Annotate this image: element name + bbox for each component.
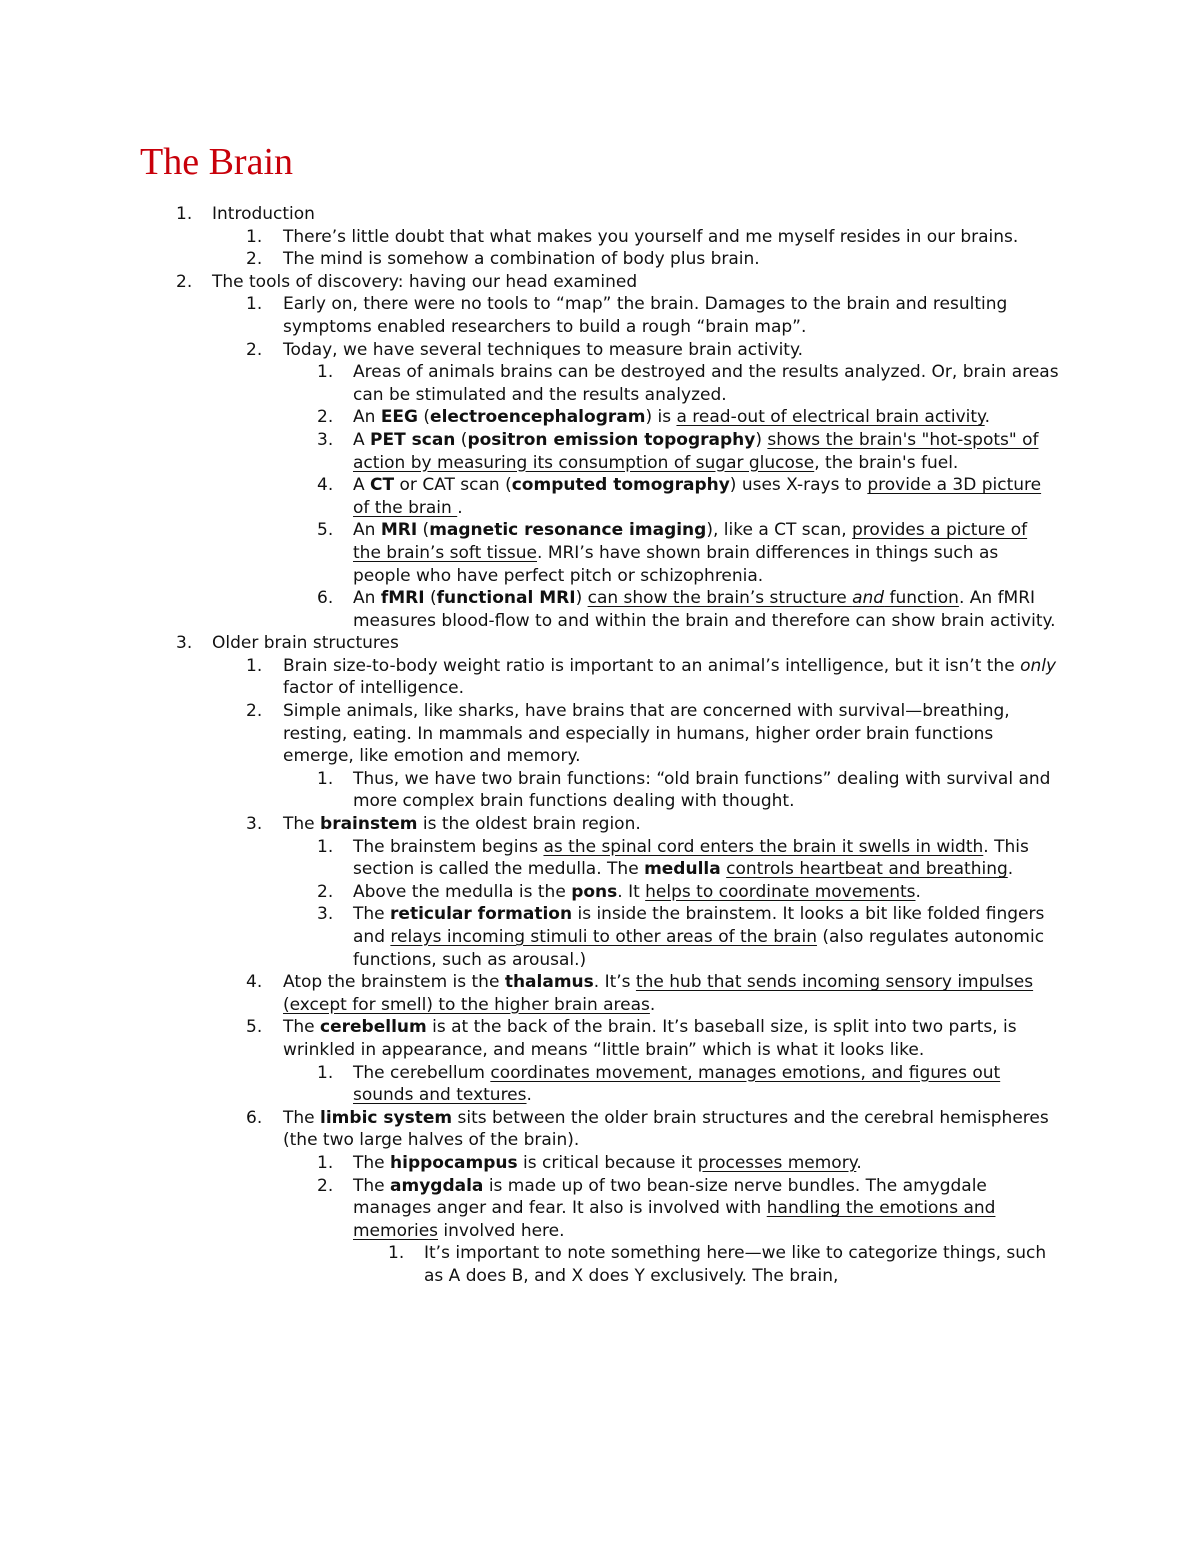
item-text [283,813,1060,836]
bold-term: amygdala [390,1175,484,1196]
outline-item-level-2 [0,655,1060,700]
text-run: Today, we have several techniques to measure brain activity. [283,339,804,360]
outline-item-level-2 [0,248,1060,271]
list-number: 1. [388,1243,405,1264]
underlined-text: can show the brain’s structure [587,588,853,609]
text-run: The [283,1107,321,1128]
text-run: ) uses X-rays to [729,475,868,496]
bold-term: pons [571,881,618,902]
list-number: 1. [246,655,263,676]
outline-item-level-3 [0,1152,1060,1175]
item-text [283,700,1060,768]
text-run: . [915,881,921,902]
outline-item-level-1 [0,632,1060,655]
list-number: 6. [246,1107,263,1128]
text-run: The brainstem begins [353,836,544,857]
bold-term: reticular formation [390,904,573,925]
italic-text: only [1020,655,1057,676]
item-text [353,1175,1060,1243]
text-run: Older brain structures [212,633,399,654]
bold-term: EEG [380,407,418,428]
list-number: 1. [317,362,334,383]
item-text [283,248,1060,271]
text-run: ) [755,429,768,450]
text-run: An [353,520,381,541]
outline-item-level-2 [0,226,1060,249]
text-run: Early on, there were no tools to “map” the brain. Damages to the brain and resulting symptoms enabled researchers to build a rough “brain map”. [283,294,1008,337]
item-text [283,226,1060,249]
text-run: is made up of two bean-size nerve bundles. The amygdale manages anger and fear. It also is involved with [353,1175,987,1219]
text-run: An [353,588,381,609]
underlined-text: a read-out of electrical brain activity [676,407,985,428]
list-number: 1. [246,294,263,315]
text-run: ( [417,520,430,541]
outline-item-level-2 [0,971,1060,1016]
bold-term: thalamus [504,972,594,993]
underlined-text: controls heartbeat and breathing [726,859,1008,880]
list-number: 1. [176,204,193,224]
bold-term: CT [370,475,395,496]
item-text [353,836,1060,881]
text-run: Simple animals, like sharks, have brains that are concerned with survival—breathing, resting, eating. In mammals and especially in humans, higher order brain functions emerge, like emotion and memory. [283,701,1010,767]
text-run: is critical because it [517,1152,698,1173]
text-run: . This section is called the medulla. The [353,836,1029,880]
item-text [353,519,1060,587]
text-run: . [526,1085,532,1106]
outline-item-level-3 [0,474,1060,519]
bold-term: MRI [380,520,418,541]
list-number: 5. [246,1017,263,1038]
outline-item-level-2 [0,1016,1060,1061]
list-number: 3. [317,429,334,450]
text-run: Above the medulla is the [353,881,572,902]
outline-item-level-3 [0,836,1060,881]
item-text [353,406,1060,429]
list-number: 1. [317,836,334,857]
item-text [353,881,1060,904]
list-number: 2. [317,881,334,902]
item-text [212,632,1060,655]
text-run: is the oldest brain region. [417,814,641,835]
outline-item-level-1 [0,271,1060,294]
item-text [212,203,1060,226]
text-run: The [283,1017,321,1038]
text-run: An [353,407,381,428]
text-run: or CAT scan ( [394,475,512,496]
text-run: (also regulates autonomic functions, such as arousal.) [353,927,1045,970]
underlined-text: as the spinal cord enters the brain it swells in width [543,836,984,857]
underlined-text: the hub that sends incoming sensory impulses (except for smell) to the higher brain areas [283,972,1034,1015]
underlined-text: shows the brain's "hot-spots" of action by measuring its consumption of sugar glucose [353,429,1039,473]
text-run: sits between the older brain structures and the cerebral hemispheres (the two large halves of the brain). [283,1107,1049,1151]
bold-term: electroencephalogram [430,407,646,428]
text-run: ) is [645,407,677,428]
underlined-text: provides a picture of the brain’s soft tissue [353,520,1028,563]
list-number: 1. [317,1152,334,1173]
item-text [353,474,1060,519]
underlined-text: function [884,588,959,609]
bold-term: medulla [644,859,721,880]
bold-term: limbic system [320,1107,453,1128]
underlined-text: relays incoming stimuli to other areas of the brain [390,927,817,947]
list-number: 2. [317,1175,334,1196]
list-number: 2. [176,271,193,292]
text-run: A [353,475,371,496]
text-run: Introduction [212,204,315,224]
list-number: 1. [317,1062,334,1083]
outline-list [0,203,1200,1288]
outline-item-level-2 [0,813,1060,836]
list-number: 4. [246,972,263,993]
list-number: 2. [317,407,334,428]
text-run: . MRI’s have shown brain differences in things such as people who have perfect pitch or schizophrenia. [353,542,999,586]
text-run: . An fMRI measures blood-flow to and within the brain and therefore can show brain activity. [353,588,1056,631]
text-run: . [649,994,656,1015]
outline-item-level-2 [0,293,1060,338]
text-run: The [353,1152,391,1173]
item-text [424,1242,1060,1287]
bold-term: computed tomography [511,475,730,496]
outline-item-level-3 [0,361,1060,406]
outline-item-level-3 [0,587,1060,632]
text-run: involved here. [438,1220,565,1241]
item-text [283,655,1060,700]
item-text [353,768,1060,813]
item-text [212,271,1060,294]
text-run: ), like a CT scan, [706,520,853,541]
text-run: ( [455,429,468,450]
text-run: Brain size-to-body weight ratio is important to an animal’s intelligence, but it isn’t the [283,655,1021,676]
list-number: 2. [246,701,263,722]
text-run: A [353,429,371,450]
text-run: The [283,814,321,835]
text-run: . [1007,859,1014,880]
text-run: . [984,407,991,428]
text-run: The cerebellum [353,1062,491,1083]
list-number: 3. [317,904,334,925]
outline-item-level-3 [0,881,1060,904]
text-run: Thus, we have two brain functions: “old brain functions” dealing with survival and more complex brain functions dealing with thought. [353,768,1051,812]
underlined-text: helps to coordinate movements [645,881,916,902]
underlined-text: coordinates movement, manages emotions, and figures out sounds and textures [353,1062,1001,1106]
list-number: 6. [317,588,334,609]
text-run: The tools of discovery: having our head examined [212,271,638,292]
outline-item-level-3 [0,903,1060,971]
list-number: 3. [246,814,263,835]
outline-item-level-2 [0,339,1060,362]
underlined-text: handling the emotions and memories [353,1198,996,1241]
bold-term: brainstem [320,814,418,835]
outline-item-level-1 [0,203,1060,226]
list-number: 4. [317,475,334,496]
item-text [283,971,1060,1016]
list-number: 3. [176,633,193,654]
text-run: . [856,1152,862,1173]
text-run: The mind is somehow a combination of body plus brain. [283,249,760,270]
item-text [283,1016,1060,1061]
text-run: ( [418,407,431,428]
underlined-text: provide a 3D picture of the brain [353,475,1042,518]
outline-item-level-3 [0,519,1060,587]
bold-term: cerebellum [320,1017,427,1038]
outline-item-level-3 [0,406,1060,429]
text-run: . It’s [593,972,636,993]
list-number: 2. [246,339,263,360]
list-number: 5. [317,520,334,541]
item-text [283,1107,1060,1152]
text-run: Areas of animals brains can be destroyed and the results analyzed. Or, brain areas can be stimulated and the results analyzed. [353,362,1059,405]
bold-term: positron emission topography [467,429,756,450]
text-run: . It [617,881,646,902]
item-text [353,1152,1060,1175]
underlined-text: and [852,588,885,609]
bold-term: hippocampus [390,1152,518,1173]
outline-item-level-4 [0,1242,1060,1287]
underlined-text: processes memory [697,1152,857,1173]
outline-item-level-3 [0,429,1060,474]
text-run: The [353,904,391,925]
outline-item-level-3 [0,768,1060,813]
item-text [353,1062,1060,1107]
item-text [283,339,1060,362]
bold-term: magnetic resonance imaging [429,520,707,541]
text-run: It’s important to note something here—we like to categorize things, such as A does B, and X does Y exclusively. The brain, [424,1243,1047,1286]
item-text [283,293,1060,338]
item-text [353,903,1060,971]
text-run: The [353,1175,391,1196]
text-run: ( [424,588,437,609]
text-run: . [457,497,463,518]
outline-item-level-3 [0,1175,1060,1243]
list-number: 1. [317,768,334,789]
outline-item-level-2 [0,700,1060,768]
item-text [353,587,1060,632]
bold-term: fMRI [380,588,425,609]
item-text [353,429,1060,474]
outline-item-level-3 [0,1062,1060,1107]
list-number: 1. [246,226,263,247]
text-run: Atop the brainstem is the [283,972,505,993]
bold-term: PET scan [370,429,456,450]
text-run: is inside the brainstem. It looks a bit like folded fingers and [353,904,1045,947]
text-run: , the brain's fuel. [814,452,959,473]
list-number: 2. [246,249,263,270]
text-run: is at the back of the brain. It’s baseball size, is split into two parts, is wrinkled in appearance, and means “little brain” which is what it looks like. [283,1017,1017,1060]
bold-term: functional MRI [436,588,576,609]
text-run: factor of intelligence. [283,678,465,699]
text-run: ) [575,588,588,609]
text-run: There’s little doubt that what makes you yourself and me myself resides in our brains. [283,226,1019,247]
page-title: The Brain [140,141,294,183]
item-text [353,361,1060,406]
outline-item-level-2 [0,1107,1060,1152]
